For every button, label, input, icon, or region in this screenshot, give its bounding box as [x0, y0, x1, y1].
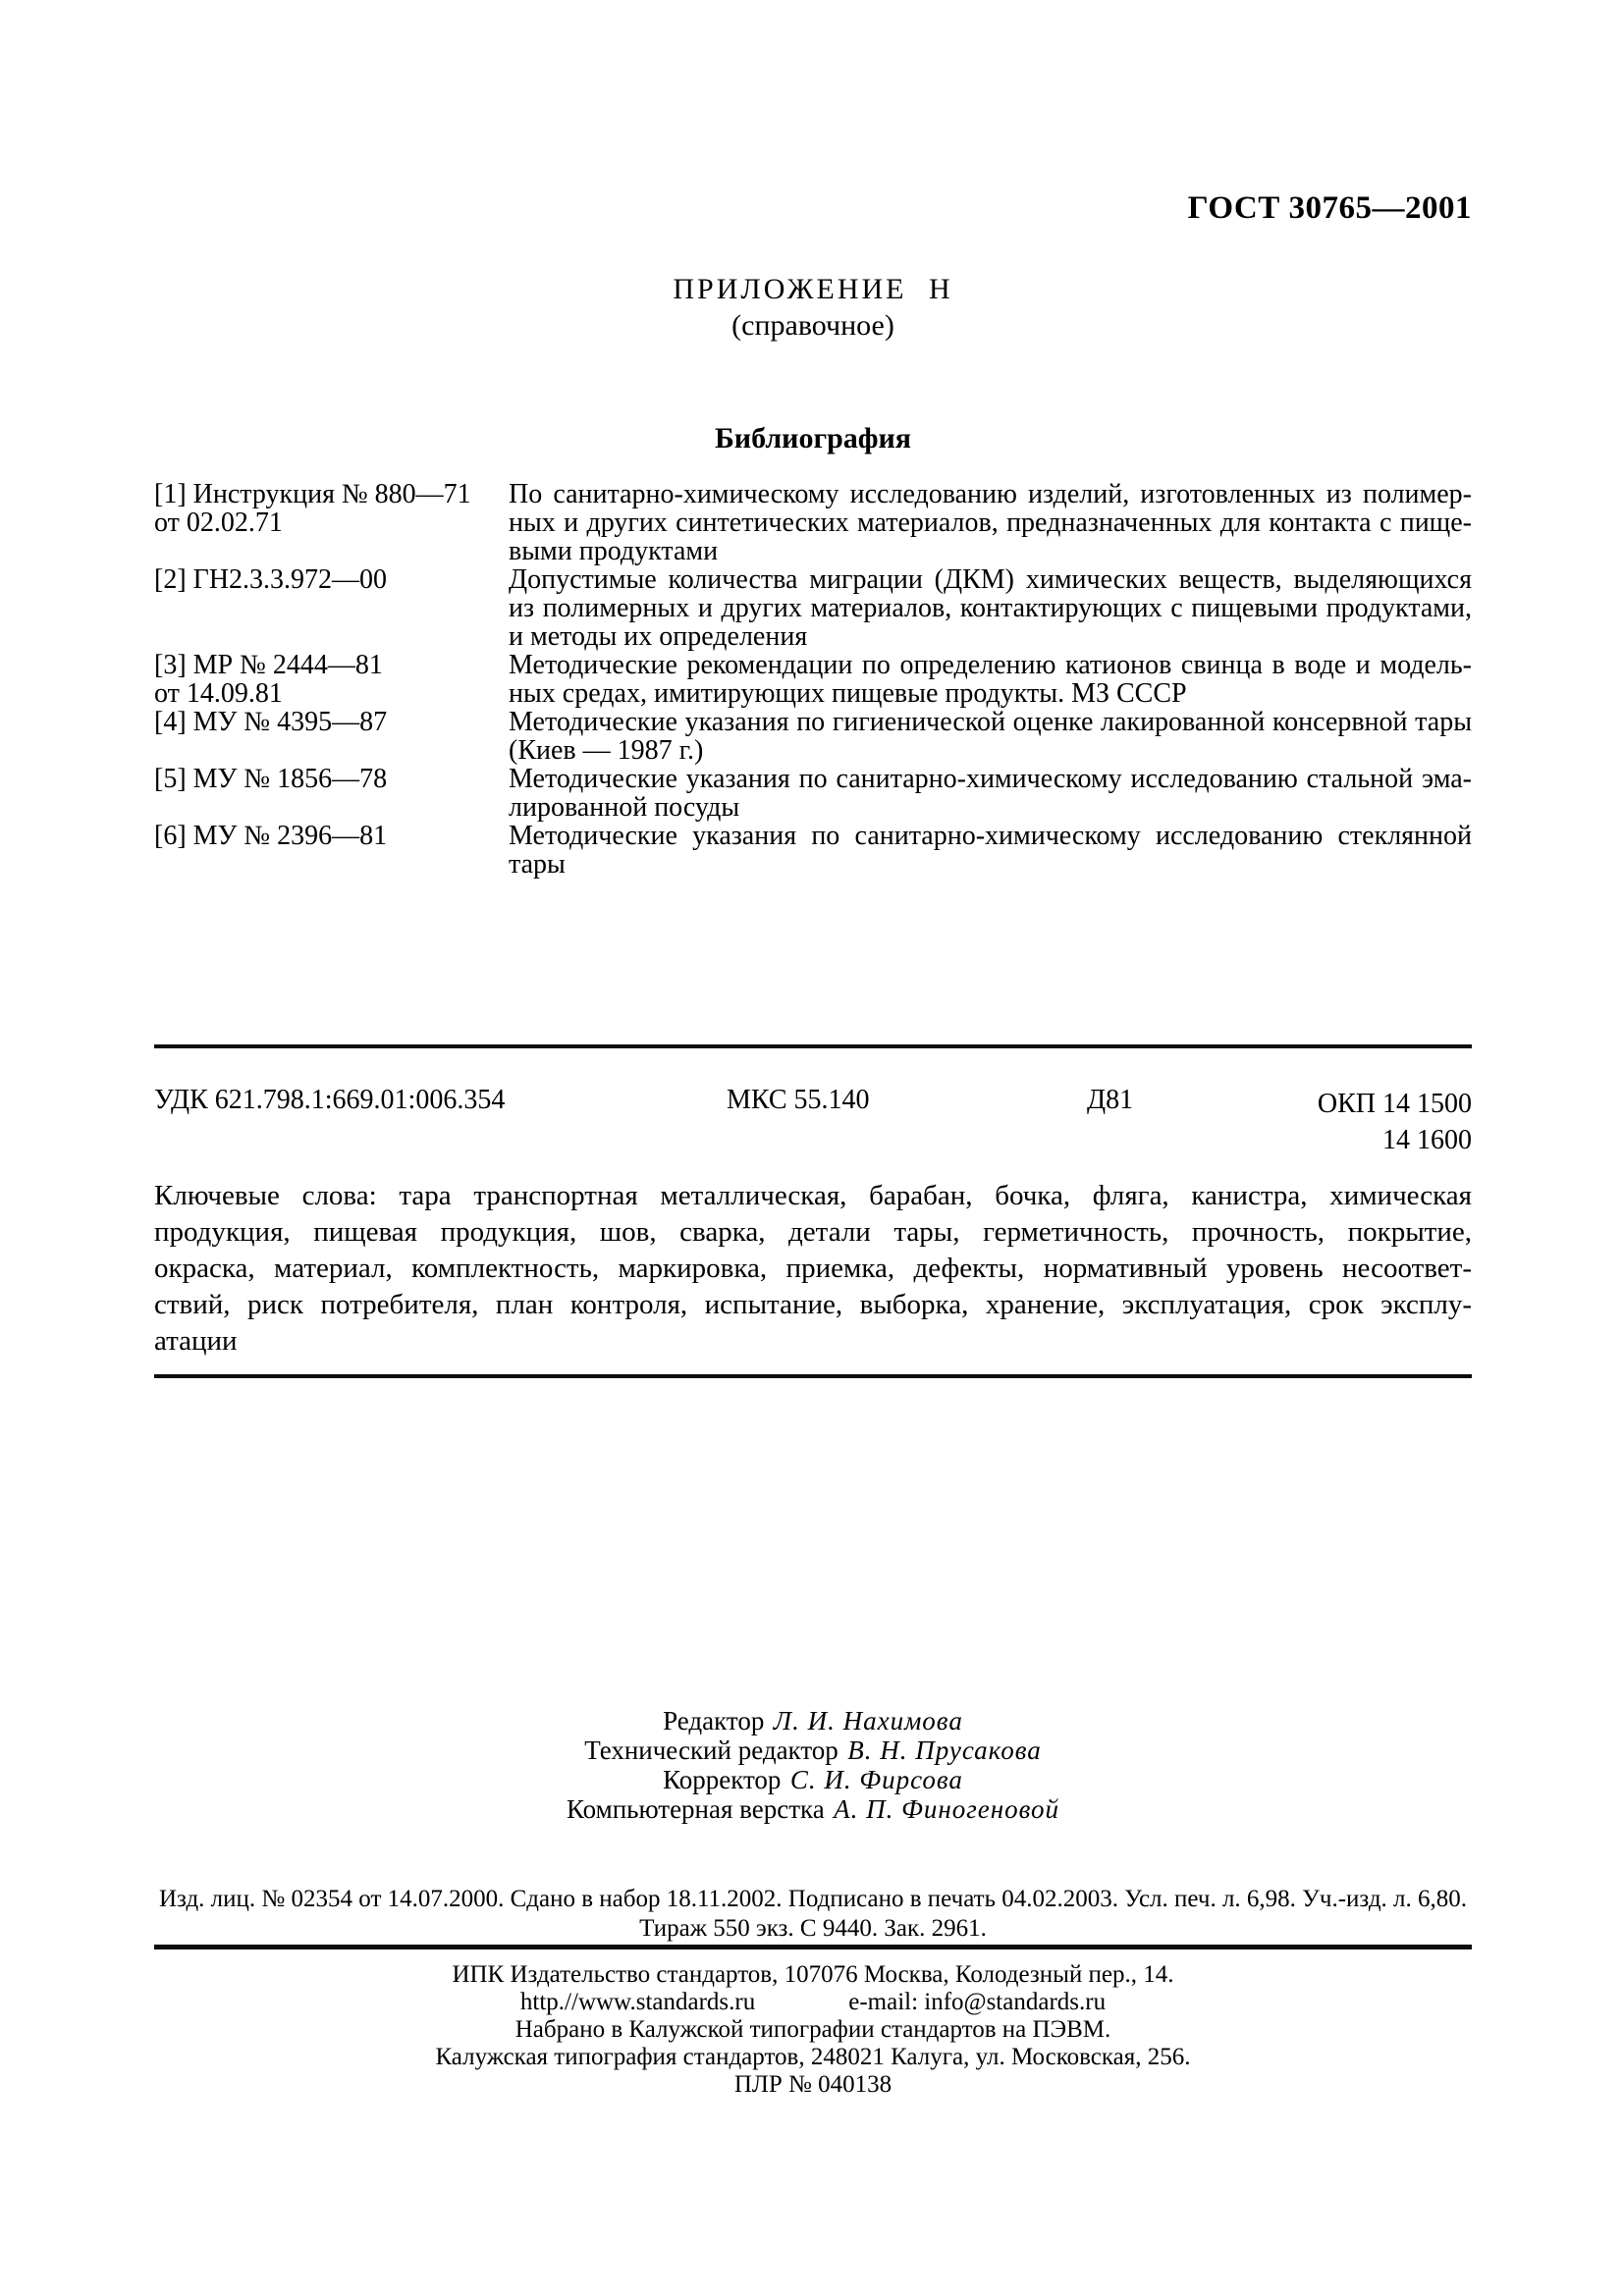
classification-row [154, 1086, 1472, 1164]
section-title: Библиография [714, 422, 912, 454]
appendix-subtitle: (справочное) [731, 309, 894, 342]
publisher-block [154, 1961, 1472, 2099]
entry-label: [2] ГН2.3.3.972—00 [154, 564, 388, 595]
credit-editor: Редактор Л. И. Нахимова [663, 1706, 963, 1735]
bibliography-entry-1 [154, 480, 1472, 565]
entry-description: Методические указания по санитарно-химическому исследованию стальной эма- лированной посуды [509, 764, 1472, 823]
publisher-website: http.//www.standards.ru [519, 1989, 756, 2015]
entry-label: [6] МУ № 2396—81 [154, 821, 388, 851]
udk-code: УДК 621.798.1:669.01:006.354 [154, 1085, 506, 1115]
standard-number: ГОСТ 30765—2001 [1187, 190, 1472, 226]
publisher-email: e-mail: info@standards.ru [848, 1989, 1107, 2015]
imprint-line-2: Тираж 550 экз. С 9440. Зак. 2961. [639, 1915, 987, 1942]
entry-label: [5] МУ № 1856—78 [154, 764, 388, 794]
entry-label: [1] Инструкция № 880—71 от 02.02.71 [154, 479, 471, 538]
entry-description: Допустимые количества миграции (ДКМ) химических веществ, выделяющихся из полимерных и других материалов, контактирующих с пищевыми продуктами, и методы их определения [509, 564, 1472, 652]
publisher-typeset: Набрано в Калужской типографии стандартов на ПЭВМ. [514, 2016, 1111, 2043]
credit-layout: Компьютерная верстка А. П. Финогеновой [566, 1794, 1060, 1824]
bibliography-list [154, 480, 1472, 879]
publisher-contacts [154, 1989, 1472, 2016]
entry-label: [4] МУ № 4395—87 [154, 707, 388, 737]
bibliography-entry-5 [154, 765, 1472, 822]
credit-technical-editor: Технический редактор В. Н. Прусакова [584, 1735, 1042, 1765]
horizontal-rule-middle [154, 1374, 1472, 1378]
credit-proofreader: Корректор С. И. Фирсова [663, 1765, 963, 1794]
bibliography-entry-3 [154, 651, 1472, 708]
keywords-paragraph: Ключевые слова: тара транспортная металлическая, барабан, бочка, фляга, канистра, химическая продукция, пищевая продукция, шов, сварка, детали тары, герметичность, прочность, покрытие, окраска, материал, комплектность, маркировка, приемка, дефекты, нормативный уровень несоответ- ствий, риск потребителя, план контроля, испытание, выборка, хранение, эксплуатация, срок эксплу- атации [154, 1180, 1472, 1357]
horizontal-rule-top [154, 1044, 1472, 1048]
entry-description: По санитарно-химическому исследованию изделий, изготовленных из полимер- ных и других синтетических материалов, предназначенных для контакта с пище- выми продуктами [509, 479, 1472, 566]
entry-description: Методические указания по санитарно-химическому исследованию стеклянной тары [509, 821, 1472, 880]
bibliography-entry-4 [154, 708, 1472, 765]
appendix-heading [154, 271, 1472, 344]
entry-description: Методические рекомендации по определению катионов свинца в воде и модель- ных средах, имитирующих пищевые продукты. МЗ СССР [509, 650, 1472, 709]
okp-class-code: Д81 [1087, 1085, 1134, 1115]
publisher-printer: Калужская типография стандартов, 248021 Калуга, ул. Московская, 256. [435, 2044, 1191, 2070]
imprint-line-1: Изд. лиц. № 02354 от 14.07.2000. Сдано в набор 18.11.2002. Подписано в печать 04.02.2003. Усл. печ. л. 6,98. Уч.-изд. л. 6,80. [158, 1886, 1468, 1912]
mks-code: МКС 55.140 [727, 1085, 870, 1115]
entry-label: [3] МР № 2444—81 от 14.09.81 [154, 650, 383, 709]
credits-block [154, 1706, 1472, 1824]
imprint-block [154, 1885, 1472, 1944]
horizontal-rule-bottom [154, 1945, 1472, 1949]
entry-description: Методические указания по гигиенической оценке лакированной консервной тары (Киев — 1987 г.) [509, 707, 1472, 766]
bibliography-entry-2 [154, 565, 1472, 651]
publisher-license: ПЛР № 040138 [733, 2071, 893, 2098]
okp-codes: ОКП 14 1500 14 1600 [1317, 1089, 1472, 1155]
appendix-title: ПРИЛОЖЕНИЕ Н [673, 273, 953, 305]
bibliography-entry-6 [154, 822, 1472, 879]
publisher-address: ИПК Издательство стандартов, 107076 Москва, Колодезный пер., 14. [452, 1961, 1174, 1988]
